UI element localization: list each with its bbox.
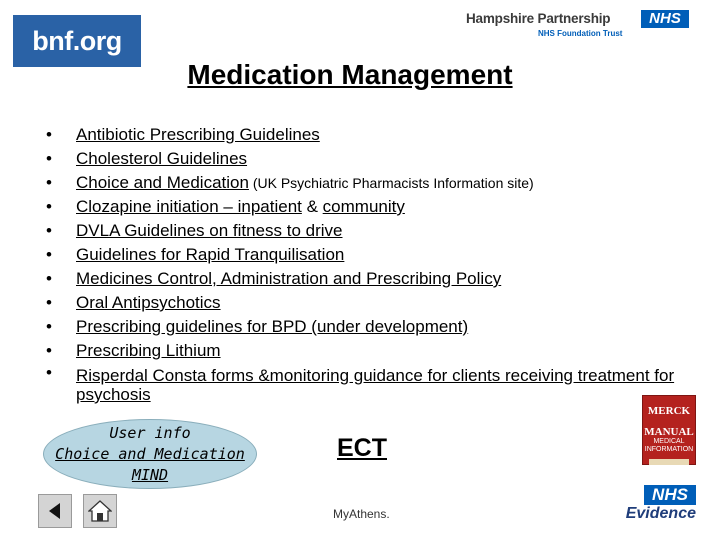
merck-cover-band [649,459,689,465]
merck-tagline: MEDICAL INFORMATION [644,438,694,453]
nhs-evidence-logo[interactable] [625,485,696,525]
link-separator: & [301,197,323,216]
merck-edition: Second Home Edition [649,471,689,483]
user-info-choice-link[interactable]: Choice and Medication [55,444,245,463]
list-item [46,243,676,267]
user-info-panel [43,419,257,489]
nhs-evidence-word: Evidence [625,505,696,522]
org-name: Hampshire Partnership [466,11,611,26]
link-rapid-tranquilisation[interactable]: Guidelines for Rapid Tranquilisation [76,245,345,264]
link-choice-and-medication[interactable]: Choice and Medication [76,173,249,192]
list-item [46,339,676,363]
nhs-evidence-badge: NHS [644,485,696,505]
bnf-logo[interactable]: bnf.org [13,15,141,67]
link-medicines-control-policy[interactable]: Medicines Control, Administration and Prescribing Policy [76,269,502,288]
home-button[interactable] [83,494,117,528]
list-item [46,171,676,195]
link-antibiotic-guidelines[interactable]: Antibiotic Prescribing Guidelines [76,125,320,144]
list-item [46,147,676,171]
list-item [46,219,676,243]
page-title: Medication Management [187,59,513,90]
link-oral-antipsychotics[interactable]: Oral Antipsychotics [76,293,221,312]
link-cholesterol-guidelines[interactable]: Cholesterol Guidelines [76,149,248,168]
nhs-badge: NHS [641,10,689,28]
merck-manual-book[interactable] [642,395,696,483]
org-subtitle: NHS Foundation Trust [538,29,623,38]
merck-title: MERCK [647,405,691,417]
user-info-mind-link[interactable]: MIND [131,465,169,484]
link-bpd-guidelines[interactable]: Prescribing guidelines for BPD (under development) [76,317,469,336]
list-item [46,267,676,291]
guidelines-list [46,123,676,404]
link-note: (UK Psychiatric Pharmacists Information site) [248,175,534,191]
link-clozapine-inpatient[interactable]: Clozapine initiation – inpatient [76,197,302,216]
list-item [46,315,676,339]
link-clozapine-community[interactable]: community [322,197,405,216]
list-item [46,291,676,315]
list-item [46,123,676,147]
myathens-link[interactable]: MyAthens. [333,507,390,521]
ect-link[interactable]: ECT [337,434,387,462]
hampshire-partnership-logo [466,10,694,40]
user-info-heading: User info [109,423,191,442]
house-icon [88,500,112,522]
link-prescribing-lithium[interactable]: Prescribing Lithium [76,341,221,360]
link-risperdal-consta[interactable]: Risperdal Consta forms &monitoring guidance for clients receiving treatment for psychosis [76,366,675,404]
link-dvla-guidelines[interactable]: DVLA Guidelines on fitness to drive [76,221,343,240]
list-item [46,195,676,219]
triangle-left-icon [45,501,65,521]
list-item [46,363,676,404]
merck-subtitle: MANUAL [644,426,694,438]
back-button[interactable] [38,494,72,528]
